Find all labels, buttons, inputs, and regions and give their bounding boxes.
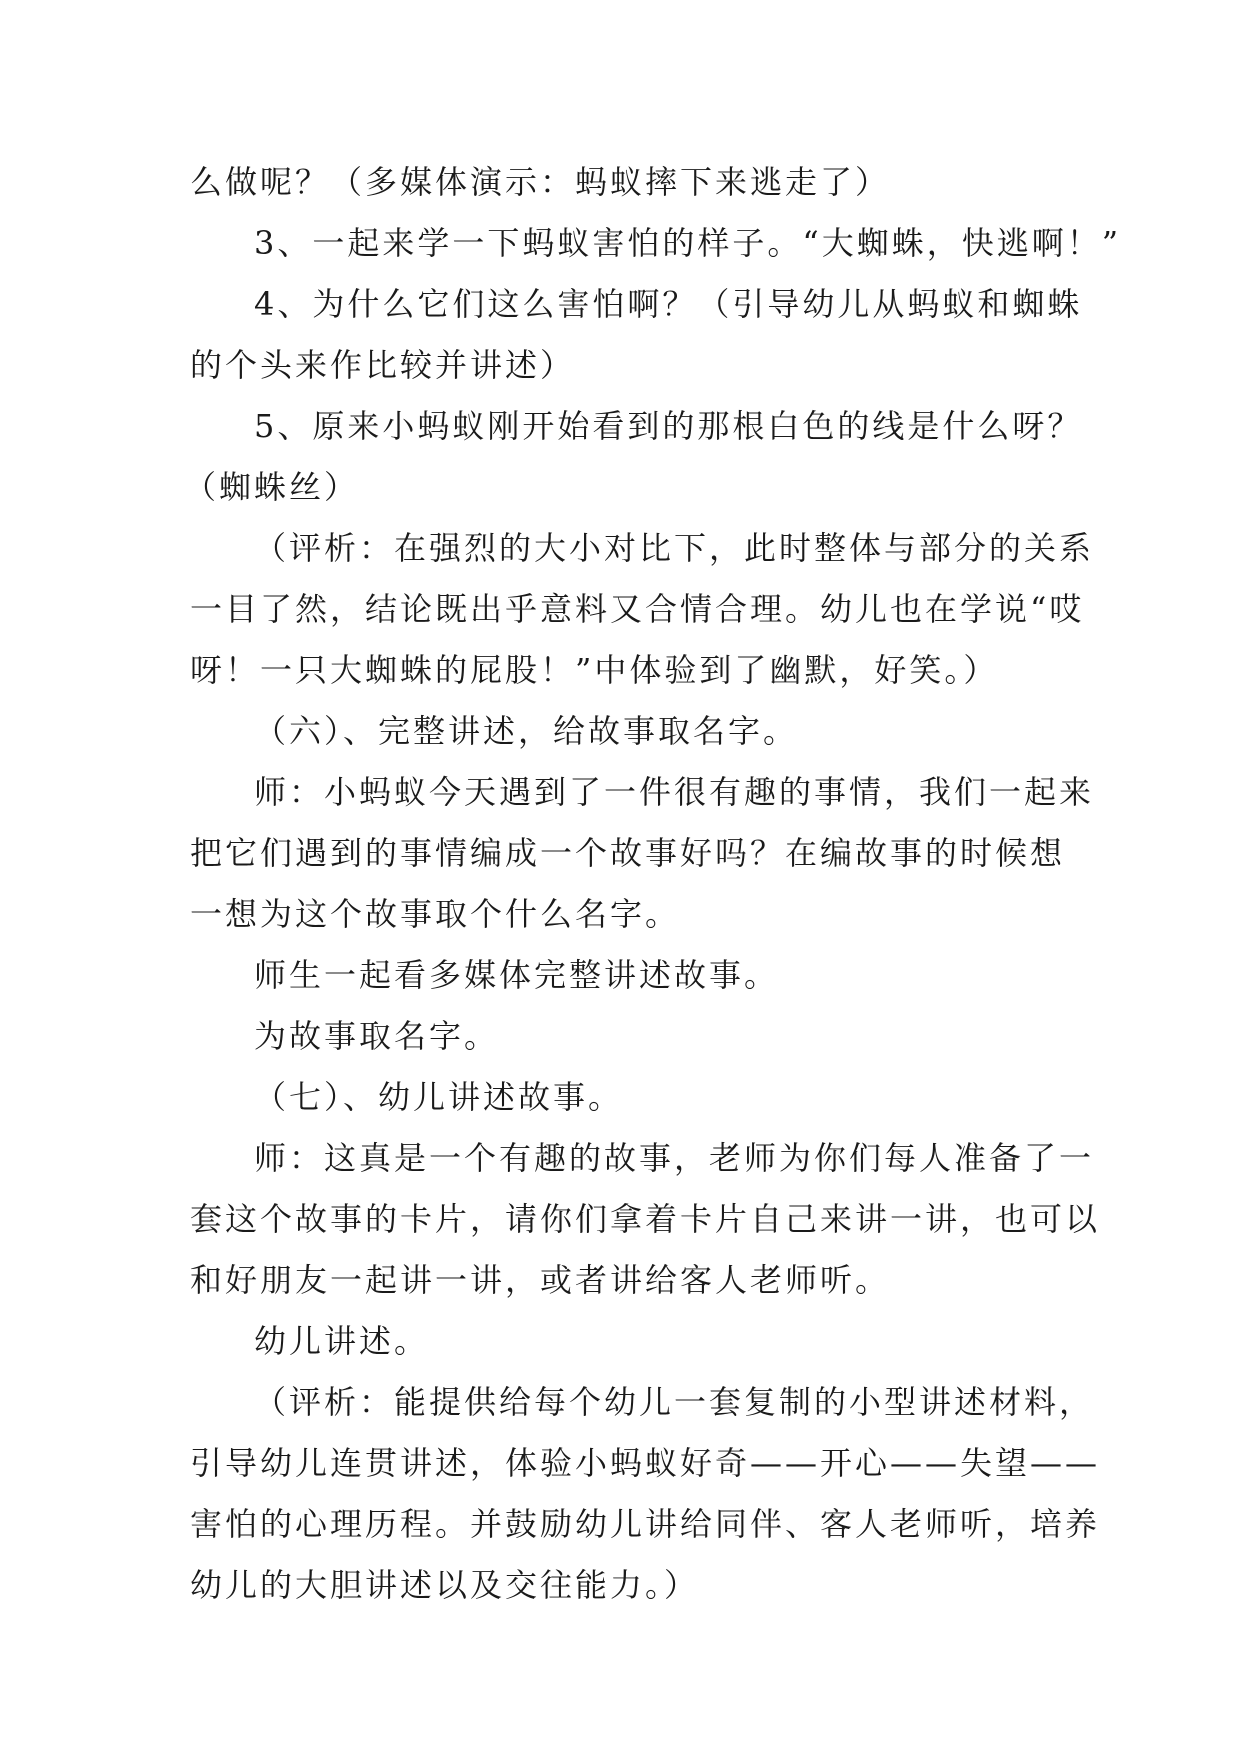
text-line: 么做呢？（多媒体演示：蚂蚁摔下来逃走了） <box>190 163 891 201</box>
text-line: （蜘蛛丝） <box>184 468 360 506</box>
text-line: 把它们遇到的事情编成一个故事好吗？在编故事的时候想 <box>190 834 1066 872</box>
text-line: （评析：在强烈的大小对比下，此时整体与部分的关系 <box>254 529 1095 567</box>
text-line: 3、一起来学一下蚂蚁害怕的样子。“大蜘蛛，快逃啊！” <box>254 224 1122 262</box>
text-line: 害怕的心理历程。并鼓励幼儿讲给同伴、客人老师听，培养 <box>190 1505 1101 1543</box>
text-line: 师生一起看多媒体完整讲述故事。 <box>254 956 780 994</box>
section-heading: （六）、完整讲述，给故事取名字。 <box>254 712 799 750</box>
text-line: 引导幼儿连贯讲述，体验小蚂蚁好奇——开心——失望—— <box>190 1444 1101 1482</box>
text-line: （评析：能提供给每个幼儿一套复制的小型讲述材料， <box>254 1383 1095 1421</box>
text-line: 呀！一只大蜘蛛的屁股！”中体验到了幽默，好笑。） <box>190 651 999 689</box>
text-line: 套这个故事的卡片，请你们拿着卡片自己来讲一讲，也可以 <box>190 1200 1101 1238</box>
text-line: 一想为这个故事取个什么名字。 <box>190 895 681 933</box>
document-body <box>184 152 1122 1616</box>
text-line: 和好朋友一起讲一讲，或者讲给客人老师听。 <box>190 1261 891 1299</box>
text-line: 幼儿的大胆讲述以及交往能力。） <box>190 1566 700 1604</box>
text-line: 幼儿讲述。 <box>254 1322 430 1360</box>
text-line: 的个头来作比较并讲述） <box>190 346 576 384</box>
text-line: 为故事取名字。 <box>254 1017 500 1055</box>
text-line: 一目了然，结论既出乎意料又合情合理。幼儿也在学说“哎 <box>190 590 1085 628</box>
text-line: 5、原来小蚂蚁刚开始看到的那根白色的线是什么呀？ <box>254 407 1083 445</box>
text-line: 4、为什么它们这么害怕啊？（引导幼儿从蚂蚁和蜘蛛 <box>254 285 1083 323</box>
section-heading: （七）、幼儿讲述故事。 <box>254 1078 624 1116</box>
text-line: 师：这真是一个有趣的故事，老师为你们每人准备了一 <box>254 1139 1095 1177</box>
text-line: 师：小蚂蚁今天遇到了一件很有趣的事情，我们一起来 <box>254 773 1095 811</box>
